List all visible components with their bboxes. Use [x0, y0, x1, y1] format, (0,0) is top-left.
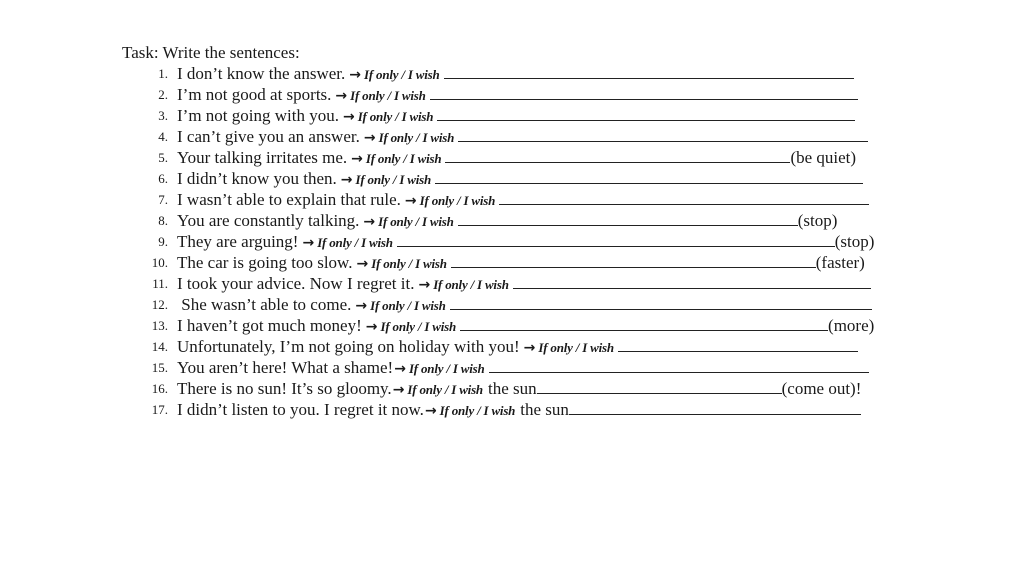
verb-cue: (come out)! [781, 379, 862, 398]
sentence-text: They are arguing! [177, 232, 299, 251]
hint-if-only-i-wish: If only / I wish [380, 319, 457, 334]
sentence-text: I’m not good at sports. [177, 85, 332, 104]
worksheet [122, 42, 922, 420]
sentence-text: I’m not going with you. [177, 106, 339, 125]
sentence-text: I didn’t know you then. [177, 169, 337, 188]
sentence-item [122, 294, 922, 315]
right-arrow-icon: → [356, 256, 369, 272]
item-number: 4. [158, 129, 168, 144]
task-title: Task: Write the sentences: [122, 43, 300, 62]
item-number: 9. [158, 234, 168, 249]
hint-if-only-i-wish: If only / I wish [371, 256, 447, 271]
right-arrow-icon: → [418, 277, 431, 293]
item-number: 13. [151, 318, 168, 333]
hint-if-only-i-wish: If only / I wish [317, 235, 393, 250]
sentence-item [122, 231, 922, 252]
sentence-text: She wasn’t able to come. [177, 295, 352, 314]
right-arrow-icon: → [340, 172, 353, 188]
right-arrow-icon: → [349, 67, 361, 83]
verb-cue: (be quiet) [790, 148, 857, 167]
sentence-text: You aren’t here! What a shame! [177, 358, 394, 377]
hint-if-only-i-wish: If only / I wish [370, 298, 446, 313]
answer-blank-line[interactable] [451, 252, 816, 268]
answer-blank-line[interactable] [445, 147, 790, 163]
item-number: 15. [151, 360, 168, 375]
item-number: 2. [158, 87, 168, 102]
right-arrow-icon: → [351, 151, 363, 167]
sentence-item [122, 399, 922, 420]
item-number: 7. [158, 192, 168, 207]
item-number: 3. [158, 108, 168, 123]
sentence-text: I took your advice. Now I regret it. [177, 274, 415, 293]
sentence-item [122, 378, 922, 399]
sentence-text: I don’t know the answer. [177, 64, 346, 83]
answer-blank-line[interactable] [537, 378, 782, 394]
hint-if-only-i-wish: If only / I wish [407, 382, 483, 397]
sentence-item [122, 252, 922, 273]
right-arrow-icon: → [424, 403, 437, 419]
hint-if-only-i-wish: If only / I wish [378, 214, 454, 229]
sentence-text: I didn’t listen to you. I regret it now. [177, 400, 424, 419]
item-content [177, 336, 858, 359]
sentence-item [122, 336, 922, 357]
right-arrow-icon: → [392, 382, 405, 398]
hint-if-only-i-wish: If only / I wish [363, 67, 440, 82]
hint-if-only-i-wish: If only / I wish [433, 277, 509, 292]
sentence-text: I can’t give you an answer. [177, 127, 360, 146]
right-arrow-icon: → [302, 235, 315, 251]
sentence-text: I haven’t got much money! [177, 316, 362, 335]
sentence-item [122, 147, 922, 168]
right-arrow-icon: → [394, 361, 406, 377]
answer-blank-line[interactable] [458, 126, 868, 142]
right-arrow-icon: → [404, 193, 417, 209]
hint-if-only-i-wish: If only / I wish [419, 193, 496, 208]
sentence-item [122, 315, 922, 336]
item-content [177, 252, 865, 275]
right-arrow-icon: → [363, 130, 376, 146]
sentence-item [122, 168, 922, 189]
item-content [177, 273, 871, 296]
item-number: 6. [158, 171, 168, 186]
right-arrow-icon: → [342, 109, 355, 125]
sentence-item [122, 273, 922, 294]
item-number: 5. [158, 150, 168, 165]
answer-blank-line[interactable] [435, 168, 863, 184]
sentence-item [122, 84, 922, 105]
hint-if-only-i-wish: If only / I wish [408, 361, 485, 376]
verb-cue: (faster) [815, 253, 865, 272]
item-content [177, 399, 861, 422]
answer-blank-line[interactable] [450, 294, 872, 310]
sentence-item [122, 189, 922, 210]
verb-cue: (stop) [797, 211, 838, 230]
answer-blank-line[interactable] [513, 273, 871, 289]
hint-if-only-i-wish: If only / I wish [357, 109, 434, 124]
answer-blank-line[interactable] [397, 231, 835, 247]
answer-blank-line[interactable] [444, 63, 854, 79]
sentence-item [122, 126, 922, 147]
sentence-item [122, 357, 922, 378]
sentence-list [122, 63, 922, 420]
verb-cue: (more) [828, 316, 875, 335]
sentence-text: You are constantly talking. [177, 211, 360, 230]
answer-blank-line[interactable] [458, 210, 798, 226]
item-content [177, 315, 874, 338]
item-content [177, 210, 837, 233]
sentence-text: The car is going too slow. [177, 253, 353, 272]
answer-blank-line[interactable] [618, 336, 858, 352]
after-hint-text: the sun [520, 400, 569, 419]
item-content [177, 294, 872, 317]
right-arrow-icon: → [363, 214, 376, 230]
item-number: 8. [158, 213, 168, 228]
answer-blank-line[interactable] [499, 189, 869, 205]
sentence-text: There is no sun! It’s so gloomy. [177, 379, 392, 398]
item-number: 1. [158, 66, 168, 81]
item-number: 17. [151, 402, 168, 417]
hint-if-only-i-wish: If only / I wish [378, 130, 455, 145]
item-number: 16. [151, 381, 168, 396]
right-arrow-icon: → [365, 319, 378, 335]
item-content [177, 84, 858, 107]
hint-if-only-i-wish: If only / I wish [439, 403, 516, 418]
answer-blank-line[interactable] [460, 315, 828, 331]
item-number: 10. [151, 255, 168, 270]
item-content [177, 126, 868, 149]
item-number: 11. [152, 276, 168, 291]
answer-blank-line[interactable] [437, 105, 855, 121]
item-number: 12. [151, 297, 168, 312]
sentence-text: Your talking irritates me. [177, 148, 348, 167]
hint-if-only-i-wish: If only / I wish [350, 88, 426, 103]
hint-if-only-i-wish: If only / I wish [355, 172, 432, 187]
item-content [177, 189, 869, 212]
item-content [177, 147, 856, 170]
item-content [177, 378, 861, 401]
verb-cue: (stop) [834, 232, 875, 251]
after-hint-text: the sun [487, 379, 537, 398]
item-content [177, 168, 863, 191]
item-content [177, 357, 869, 380]
sentence-item [122, 210, 922, 231]
answer-blank-line[interactable] [569, 399, 861, 415]
sentence-text: Unfortunately, I’m not going on holiday with you! [177, 337, 520, 356]
answer-blank-line[interactable] [430, 84, 858, 100]
item-number: 14. [151, 339, 168, 354]
right-arrow-icon: → [523, 340, 536, 356]
hint-if-only-i-wish: If only / I wish [365, 151, 442, 166]
item-content [177, 63, 854, 86]
right-arrow-icon: → [335, 88, 348, 104]
item-content [177, 231, 874, 254]
answer-blank-line[interactable] [489, 357, 869, 373]
sentence-text: I wasn’t able to explain that rule. [177, 190, 401, 209]
hint-if-only-i-wish: If only / I wish [538, 340, 614, 355]
right-arrow-icon: → [355, 298, 368, 314]
sentence-item [122, 63, 922, 84]
sentence-item [122, 105, 922, 126]
item-content [177, 105, 855, 128]
